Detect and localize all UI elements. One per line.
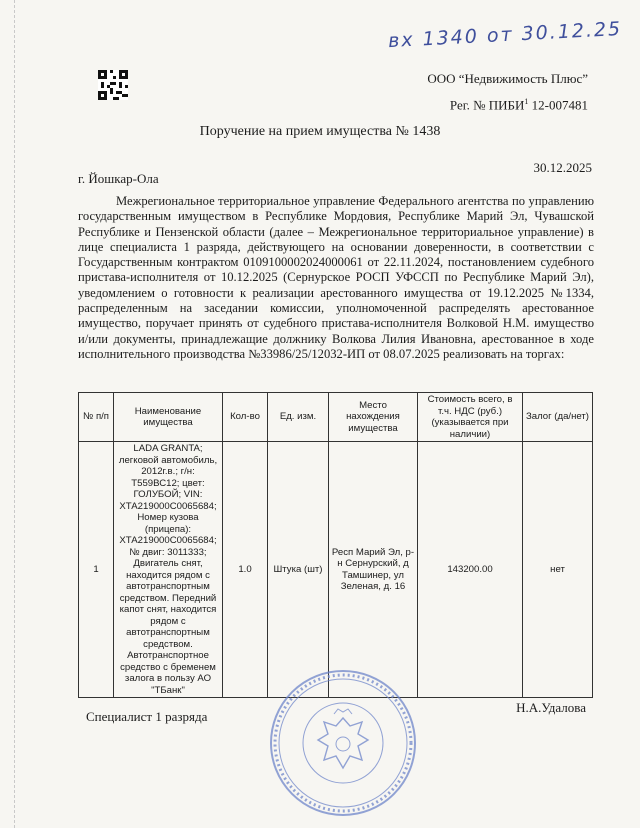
cell-name: LADA GRANTA; легковой автомобиль, 2012г.в.; г/н: Т559ВС12; цвет: ГОЛУБОЙ; VIN: ХТА219000С0065684; Номер кузова (прицепа): ХТА219000С0065684; № двиг: 3011333; Двигатель снят, находится рядом с автотранспортным средством. Передний капот снят, находится рядом с автотранспортным средством. Автотранспортное средство с бременем залога в пользу АО "ТБанк" [114, 442, 223, 698]
col-cost: Стоимость всего, в т.ч. НДС (руб.) (указывается при наличии) [418, 393, 523, 442]
registration-number: Рег. № ПИБИ$^1$ 12-007481 [449, 97, 588, 113]
document-date: 30.12.2025 [533, 160, 592, 175]
col-num: № п/п [79, 393, 114, 442]
cell-num: 1 [79, 442, 114, 698]
incoming-stamp: вх 1340 от 30.12.25 [387, 17, 623, 53]
col-location: Место нахождения имущества [329, 393, 418, 442]
table-row [79, 442, 593, 698]
col-pledge: Залог (да/нет) [523, 393, 593, 442]
cell-qty: 1.0 [223, 442, 268, 698]
document-title: Поручение на прием имущества № 1438 [199, 124, 441, 139]
table-header-row [79, 393, 593, 442]
document-city: г. Йошкар-Ола [78, 171, 159, 186]
property-table [78, 392, 593, 698]
signatory-role: Специалист 1 разряда [86, 709, 208, 724]
cell-cost: 143200.00 [418, 442, 523, 698]
document-body: Межрегиональное территориальное управление Федерального агентства по управлению государственным имуществом в Республике Мордовия, Республике Марий Эл, Чувашской Республике и Пензенской области (далее – Межрегиональное территориальное управление) в лице специалиста 1 разряда, действующего на основании доверенности, в соответствии с Государственным контрактом 0109100002024000061 от 22.11.2024, постановлением судебного пристава-исполнителя от 10.12.2025 (Сернурское РОСП УФССП по Республике Марий Эл), уведомлением о готовности к реализации арестованного имущества от 19.12.2025 №1334, распределенным на заседании комиссии, уполномоченной распределять арестованное имущество, поручает принять от судебного пристава-исполнителя Волковой Н.М. имущество и/или документы, принадлежащие должнику Волкова Лилия Ивановна, арестованное в ходе исполнительного производства №33986/25/12032-ИП от 08.07.2025 реализовать на торгах: [78, 194, 594, 361]
official-seal-icon [268, 668, 418, 818]
col-qty: Кол-во [223, 393, 268, 442]
qr-code-icon [98, 70, 128, 100]
cell-pledge: нет [523, 442, 593, 698]
col-unit: Ед. изм. [268, 393, 329, 442]
cell-unit: Штука (шт) [268, 442, 329, 698]
cell-location: Респ Марий Эл, р-н Сернурский, д Тамшинер, ул Зеленая, д. 16 [329, 442, 418, 698]
company-name: ООО “Недвижимость Плюс” [427, 71, 588, 86]
col-name: Наименование имущества [114, 393, 223, 442]
signatory-name: Н.А.Удалова [516, 700, 586, 715]
